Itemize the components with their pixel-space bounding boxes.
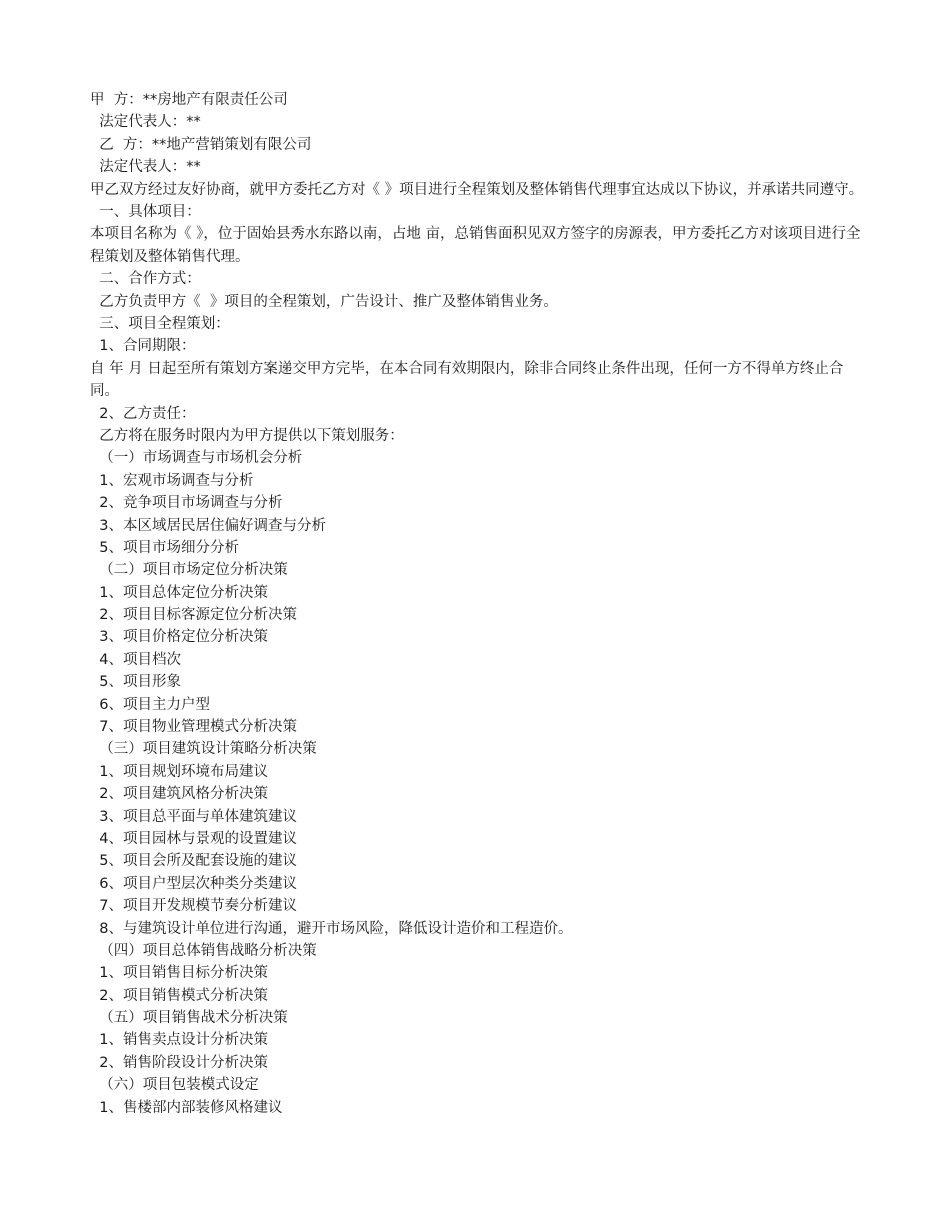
list-item: 5、项目形象 <box>90 674 181 691</box>
list-heading: （三）项目建筑设计策略分析决策 <box>90 741 317 758</box>
list-heading: （六）项目包装模式设定 <box>90 1077 259 1094</box>
list-item: 1、项目销售目标分析决策 <box>90 965 268 982</box>
list-item: 2、项目目标客源定位分析决策 <box>90 607 297 624</box>
list-item: 2、竞争项目市场调查与分析 <box>90 495 283 512</box>
list-heading: （五）项目销售战术分析决策 <box>90 1010 288 1027</box>
list-item: 1、售楼部内部装修风格建议 <box>90 1099 283 1116</box>
section-heading-3: 三、项目全程策划： <box>90 315 230 332</box>
subheading-party-b-duty: 2、乙方责任： <box>90 405 196 422</box>
party-a-representative: 法定代表人：** <box>90 114 201 131</box>
cooperation-text: 乙方负责甲方《 》项目的全程策划，广告设计、推广及整体销售业务。 <box>90 293 558 310</box>
list-item: 2、项目建筑风格分析决策 <box>90 786 268 803</box>
list-item: 1、项目总体定位分析决策 <box>90 584 268 601</box>
list-item: 7、项目物业管理模式分析决策 <box>90 719 297 736</box>
list-heading: （二）项目市场定位分析决策 <box>90 562 288 579</box>
list-item: 8、与建筑设计单位进行沟通，避开市场风险，降低设计造价和工程造价。 <box>90 920 573 937</box>
list-item: 3、本区域居民居住偏好调查与分析 <box>90 517 326 534</box>
list-item: 7、项目开发规模节奏分析建议 <box>90 898 297 915</box>
section-heading-1: 一、具体项目： <box>90 203 201 220</box>
party-b-representative: 法定代表人：** <box>90 159 201 176</box>
list-item: 4、项目园林与景观的设置建议 <box>90 830 297 847</box>
list-item: 5、项目会所及配套设施的建议 <box>90 853 297 870</box>
subheading-contract-term: 1、合同期限： <box>90 338 196 355</box>
contract-term-paragraph: 自 年 月 日起至所有策划方案递交甲方完毕，在本合同有效期限内，除非合同终止条件出现，任何一方不得单方终止合同。 <box>90 360 844 400</box>
list-item: 1、销售卖点设计分析决策 <box>90 1032 268 1049</box>
list-item: 6、项目户型层次种类分类建议 <box>90 875 297 892</box>
list-item: 3、项目总平面与单体建筑建议 <box>90 808 297 825</box>
preamble-paragraph: 甲乙双方经过友好协商，就甲方委托乙方对《 》项目进行全程策划及整体销售代理事宜达成以下协议，并承诺共同遵守。 <box>90 181 864 198</box>
party-b-line: 乙 方：**地产营销策划有限公司 <box>90 136 312 153</box>
contract-document <box>90 89 865 1119</box>
party-a-line: 甲 方：**房地产有限责任公司 <box>90 92 288 108</box>
services-intro: 乙方将在服务时限内为甲方提供以下策划服务： <box>90 427 404 444</box>
project-description-paragraph: 本项目名称为《 》，位于固始县秀水东路以南，占地 亩，总销售面积见双方签字的房源表，甲方委托乙方对该项目进行全程策划及整体销售代理。 <box>90 226 861 265</box>
list-item: 3、项目价格定位分析决策 <box>90 629 268 646</box>
section-heading-2: 二、合作方式： <box>90 271 201 288</box>
list-item: 5、项目市场细分分析 <box>90 539 239 556</box>
list-heading: （四）项目总体销售战略分析决策 <box>90 942 317 959</box>
list-item: 1、项目规划环境布局建议 <box>90 763 268 780</box>
list-item: 1、宏观市场调查与分析 <box>90 472 254 489</box>
list-item: 6、项目主力户型 <box>90 696 210 713</box>
list-item: 4、项目档次 <box>90 651 181 668</box>
list-item: 2、销售阶段设计分析决策 <box>90 1054 268 1071</box>
list-heading: （一）市场调查与市场机会分析 <box>90 450 303 467</box>
list-item: 2、项目销售模式分析决策 <box>90 987 268 1004</box>
